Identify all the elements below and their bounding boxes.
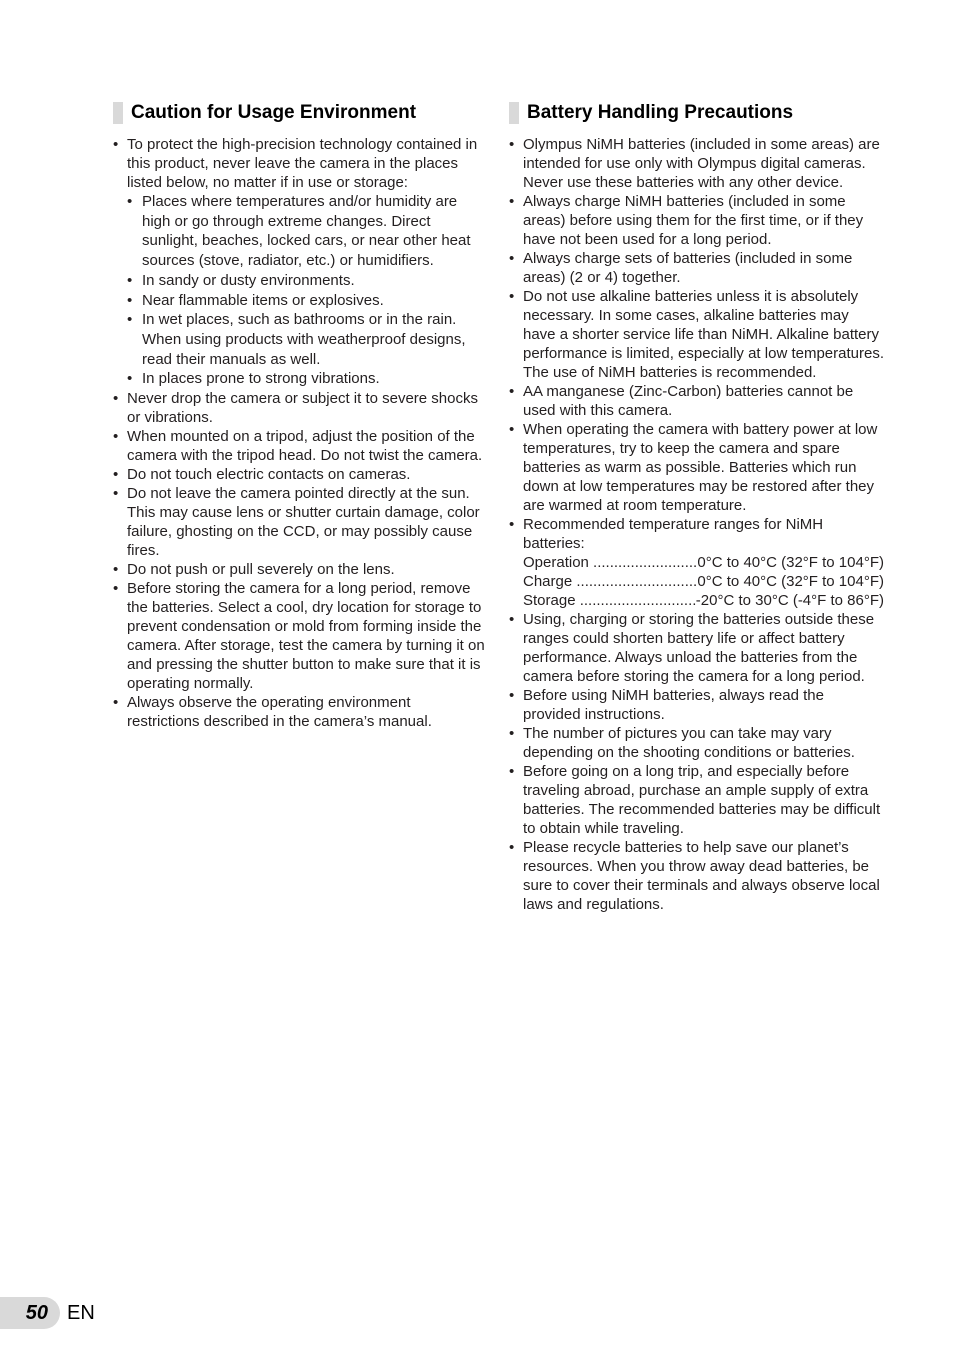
section-heading-battery-precautions (509, 101, 884, 125)
page-footer (0, 1297, 95, 1329)
list-item: • Never drop the camera or subject it to severe shocks or vibrations. (113, 389, 485, 427)
page-number: 50 (25, 1301, 48, 1324)
temperature-value: 0°C to 40°C (32°F to 104°F) (697, 573, 884, 590)
list-item: • Olympus NiMH batteries (included in some areas) are intended for use only with Olympus digital cameras. Never use these batteries with any other device. (509, 135, 884, 192)
sub-list-item: • Near flammable items or explosives. (127, 291, 485, 311)
list-item: • Always observe the operating environment restrictions described in the camera’s manual. (113, 693, 485, 731)
temperature-row (523, 572, 884, 591)
places-sublist (127, 192, 485, 389)
right-column (509, 101, 884, 914)
list-item: • Always charge sets of batteries (included in some areas) (2 or 4) together. (509, 249, 884, 287)
list-item-text: To protect the high-precision technology contained in this product, never leave the camera in the places listed below, no matter if in use or storage: (127, 136, 478, 191)
temperature-table (523, 553, 884, 610)
list-item: • Please recycle batteries to help save our planet’s resources. When you throw away dead batteries, be sure to cover their terminals and always observe local laws and regulations. (509, 838, 884, 914)
list-item: • Do not push or pull severely on the lens. (113, 560, 485, 579)
usage-list (113, 135, 485, 731)
left-column (113, 101, 485, 731)
temperature-row (523, 553, 884, 572)
heading-marker (509, 102, 519, 124)
temperature-label: Storage ..... (523, 591, 696, 610)
section-heading-usage-environment (113, 101, 485, 125)
list-item: • Do not touch electric contacts on cameras. (113, 465, 485, 484)
sub-list-item: • In wet places, such as bathrooms or in the rain. When using products with weatherproof designs, read their manuals as well. (127, 310, 485, 369)
list-item: • Before going on a long trip, and especially before traveling abroad, purchase an ample supply of extra batteries. The recommended batteries may be difficult to obtain while traveling. (509, 762, 884, 838)
sub-list-item: • Places where temperatures and/or humidity are high or go through extreme changes. Direct sunlight, beaches, locked cars, or near other heat sources (stove, radiator, etc.) or humidifiers. (127, 192, 485, 271)
heading-text: Caution for Usage Environment (131, 102, 417, 123)
battery-list (509, 135, 884, 914)
list-item-temperature-ranges (509, 515, 884, 610)
page-number-tab (0, 1297, 60, 1329)
heading-text: Battery Handling Precautions (527, 102, 794, 123)
list-item: • Before using NiMH batteries, always read the provided instructions. (509, 686, 884, 724)
temperature-value: 0°C to 40°C (32°F to 104°F) (697, 554, 884, 571)
temperature-value: -20°C to 30°C (-4°F to 86°F) (695, 592, 884, 609)
temperature-label: Operation ..... (523, 553, 697, 572)
list-item: • When operating the camera with battery power at low temperatures, try to keep the camera and spare batteries as warm as possible. Batteries which run down at low temperatures may be restored after they are warmed at room temperature. (509, 420, 884, 515)
temperature-row (523, 591, 884, 610)
heading-marker (113, 102, 123, 124)
sub-list-item: • In places prone to strong vibrations. (127, 369, 485, 389)
list-item: • When mounted on a tripod, adjust the position of the camera with the tripod head. Do not twist the camera. (113, 427, 485, 465)
list-item: • The number of pictures you can take may vary depending on the shooting conditions or batteries. (509, 724, 884, 762)
list-item (113, 135, 485, 389)
list-item: • Do not leave the camera pointed directly at the sun. This may cause lens or shutter curtain damage, color failure, ghosting on the CCD, or may possibly cause fires. (113, 484, 485, 560)
list-item: • AA manganese (Zinc-Carbon) batteries cannot be used with this camera. (509, 382, 884, 420)
sub-list-item: • In sandy or dusty environments. (127, 271, 485, 291)
list-item: • Using, charging or storing the batteries outside these ranges could shorten battery life or affect battery performance. Always unload the batteries from the camera before storing the camera for a long period. (509, 610, 884, 686)
list-item-text: Recommended temperature ranges for NiMH batteries: (523, 516, 824, 552)
language-code: EN (67, 1301, 95, 1324)
list-item: • Do not use alkaline batteries unless it is absolutely necessary. In some cases, alkaline batteries may have a shorter service life than NiMH. Alkaline battery performance is limited, especially at low temperatures. The use of NiMH batteries is recommended. (509, 287, 884, 382)
list-item: • Before storing the camera for a long period, remove the batteries. Select a cool, dry location for storage to prevent condensation or mold from forming inside the camera. After storage, test the camera by turning it on and pressing the shutter button to make sure that it is operating normally. (113, 579, 485, 693)
list-item: • Always charge NiMH batteries (included in some areas) before using them for the first time, or if they have not been used for a long period. (509, 192, 884, 249)
temperature-label: Charge ..... (523, 572, 697, 591)
